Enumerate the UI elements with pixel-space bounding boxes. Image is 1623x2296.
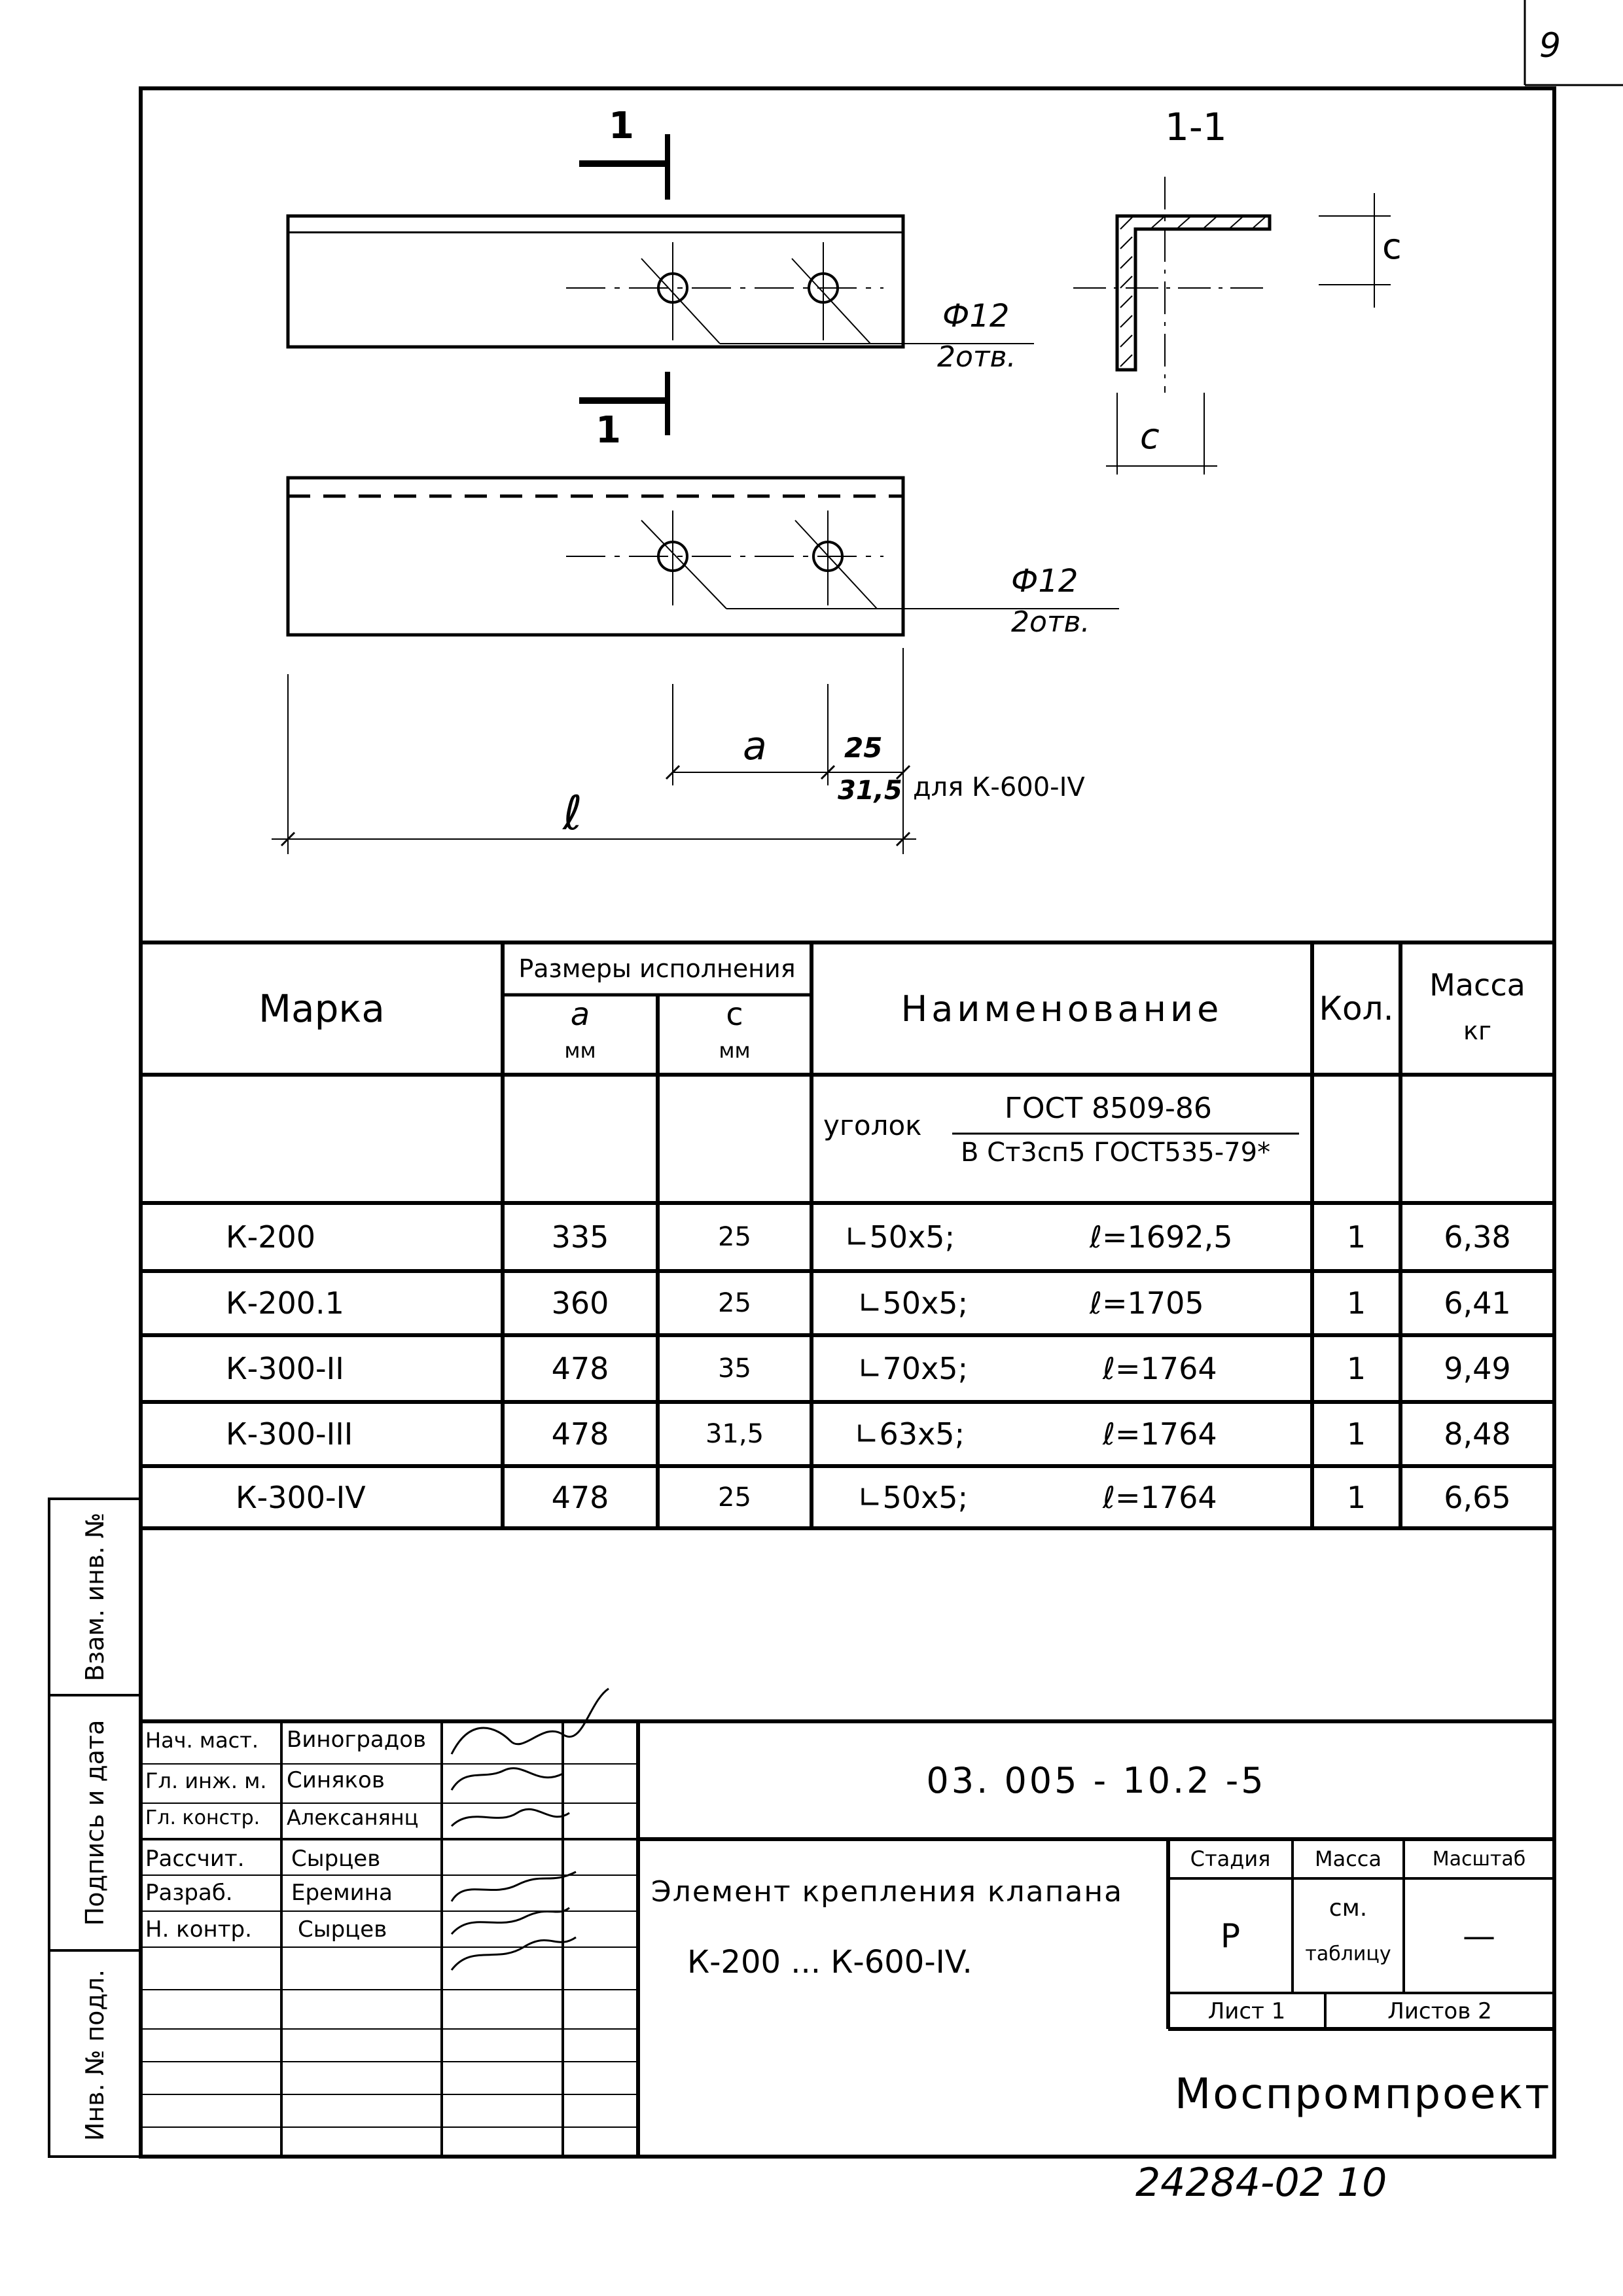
role-label: Н. контр. [145,1916,252,1943]
row-qty: 1 [1346,1219,1366,1255]
material-gost-top: ГОСТ 8509-86 [1005,1092,1212,1125]
role-label: Гл. констр. [145,1806,260,1829]
signatures [452,1689,609,1970]
row-qty: 1 [1346,1285,1366,1321]
mass-label: Масса [1314,1846,1382,1871]
role-label: Разраб. [145,1880,233,1906]
hole-count-bottom: 2отв. [1011,605,1090,639]
role-name: Алексанянц [287,1805,419,1830]
margin-inv-orig: Инв. № подл. [80,1969,109,2142]
doc-title-line2: К-200 ... К-600-IV. [687,1944,972,1981]
mass-value-line1: см. [1329,1894,1368,1922]
row-mass: 6,41 [1444,1285,1511,1321]
header-name: Наименование [901,988,1223,1030]
row-qty: 1 [1346,1416,1366,1452]
role-label: Нач. маст. [145,1728,259,1753]
row-length: ℓ=1764 [1103,1351,1217,1386]
bottom-stamp: 24284-02 10 [1135,2160,1387,2206]
row-mark: К-200 [226,1219,316,1255]
row-qty: 1 [1346,1479,1366,1515]
header-c: c [726,996,743,1033]
role-name: Сырцев [298,1916,387,1943]
dim-l: ℓ [563,785,582,840]
sheet-count: Листов 2 [1387,1998,1492,2024]
header-qty: Кол. [1319,990,1394,1028]
role-label: Гл. инж. м. [145,1768,267,1793]
scale-value: — [1463,1916,1495,1955]
dim-31-5: 31,5 [838,776,902,806]
dim-a: a [743,723,767,769]
row-a: 335 [551,1219,609,1255]
row-profile: ∟50x5; [844,1219,955,1255]
row-profile: ∟70x5; [857,1351,969,1386]
row-a: 478 [551,1416,609,1452]
row-c: 35 [718,1354,751,1384]
organization: Моспромпроект [1175,2070,1552,2119]
row-mark: К-300-II [226,1351,344,1386]
header-a: a [570,996,590,1033]
row-mass: 6,65 [1444,1479,1511,1515]
row-mass: 8,48 [1444,1416,1511,1452]
row-mark: К-200.1 [226,1285,344,1321]
header-mass: Масса [1429,967,1525,1003]
hole-label-top: Ф12 [942,298,1010,334]
angle-section [1117,216,1270,370]
section-mark-top: 1 [609,105,634,147]
page-number: 9 [1539,26,1561,65]
hole-label-bottom: Ф12 [1011,563,1079,600]
dim-c-vertical: c [1382,226,1402,267]
section-mark-bottom: 1 [596,409,621,452]
row-c: 25 [718,1482,751,1513]
dim-25: 25 [844,732,883,764]
row-profile: ∟63x5; [854,1416,965,1452]
doc-code: 03. 005 - 10.2 -5 [926,1759,1266,1801]
dim-note: для К-600-IV [913,772,1085,802]
row-c: 25 [718,1222,751,1252]
role-label: Рассчит. [145,1846,245,1872]
material-name: уголок [823,1109,922,1141]
row-profile: ∟50x5; [857,1479,969,1515]
role-name: Сырцев [291,1846,381,1872]
section-title: 1-1 [1165,105,1227,149]
role-name: Еремина [291,1880,393,1906]
row-a: 360 [551,1285,609,1321]
header-c-unit: мм [719,1038,751,1063]
scale-label: Масштаб [1432,1847,1526,1871]
row-mass: 9,49 [1444,1351,1511,1386]
stage-label: Стадия [1190,1846,1271,1871]
dim-c-horizontal: c [1140,416,1160,457]
sheet-number: Лист 1 [1207,1998,1286,2024]
row-qty: 1 [1346,1351,1366,1386]
header-sizes: Размеры исполнения [518,954,796,983]
mass-value-line2: таблицу [1305,1942,1391,1965]
row-mass: 6,38 [1444,1219,1511,1255]
row-profile: ∟50x5; [857,1285,969,1321]
row-c: 25 [718,1288,751,1318]
margin-inv-replace: Взам. инв. № [80,1512,109,1682]
stage-value: Р [1220,1916,1241,1955]
row-mark: К-300-IV [236,1479,366,1515]
row-length: ℓ=1764 [1103,1479,1217,1515]
hole-count-top: 2отв. [937,340,1016,374]
row-c: 31,5 [705,1419,764,1449]
row-mark: К-300-III [226,1416,353,1452]
role-name: Виноградов [287,1727,427,1753]
doc-title-line1: Элемент крепления клапана [651,1875,1124,1909]
header-mass-unit: кг [1463,1016,1491,1045]
row-length: ℓ=1705 [1090,1285,1204,1321]
row-length: ℓ=1692,5 [1090,1219,1233,1255]
row-length: ℓ=1764 [1103,1416,1217,1452]
row-a: 478 [551,1479,609,1515]
material-gost-bottom: В Ст3сп5 ГОСТ535-79* [961,1138,1271,1168]
header-a-unit: мм [564,1038,596,1063]
margin-sign-date: Подпись и дата [80,1719,109,1926]
header-mark: Марка [259,986,385,1031]
row-a: 478 [551,1351,609,1386]
role-name: Синяков [287,1767,385,1793]
